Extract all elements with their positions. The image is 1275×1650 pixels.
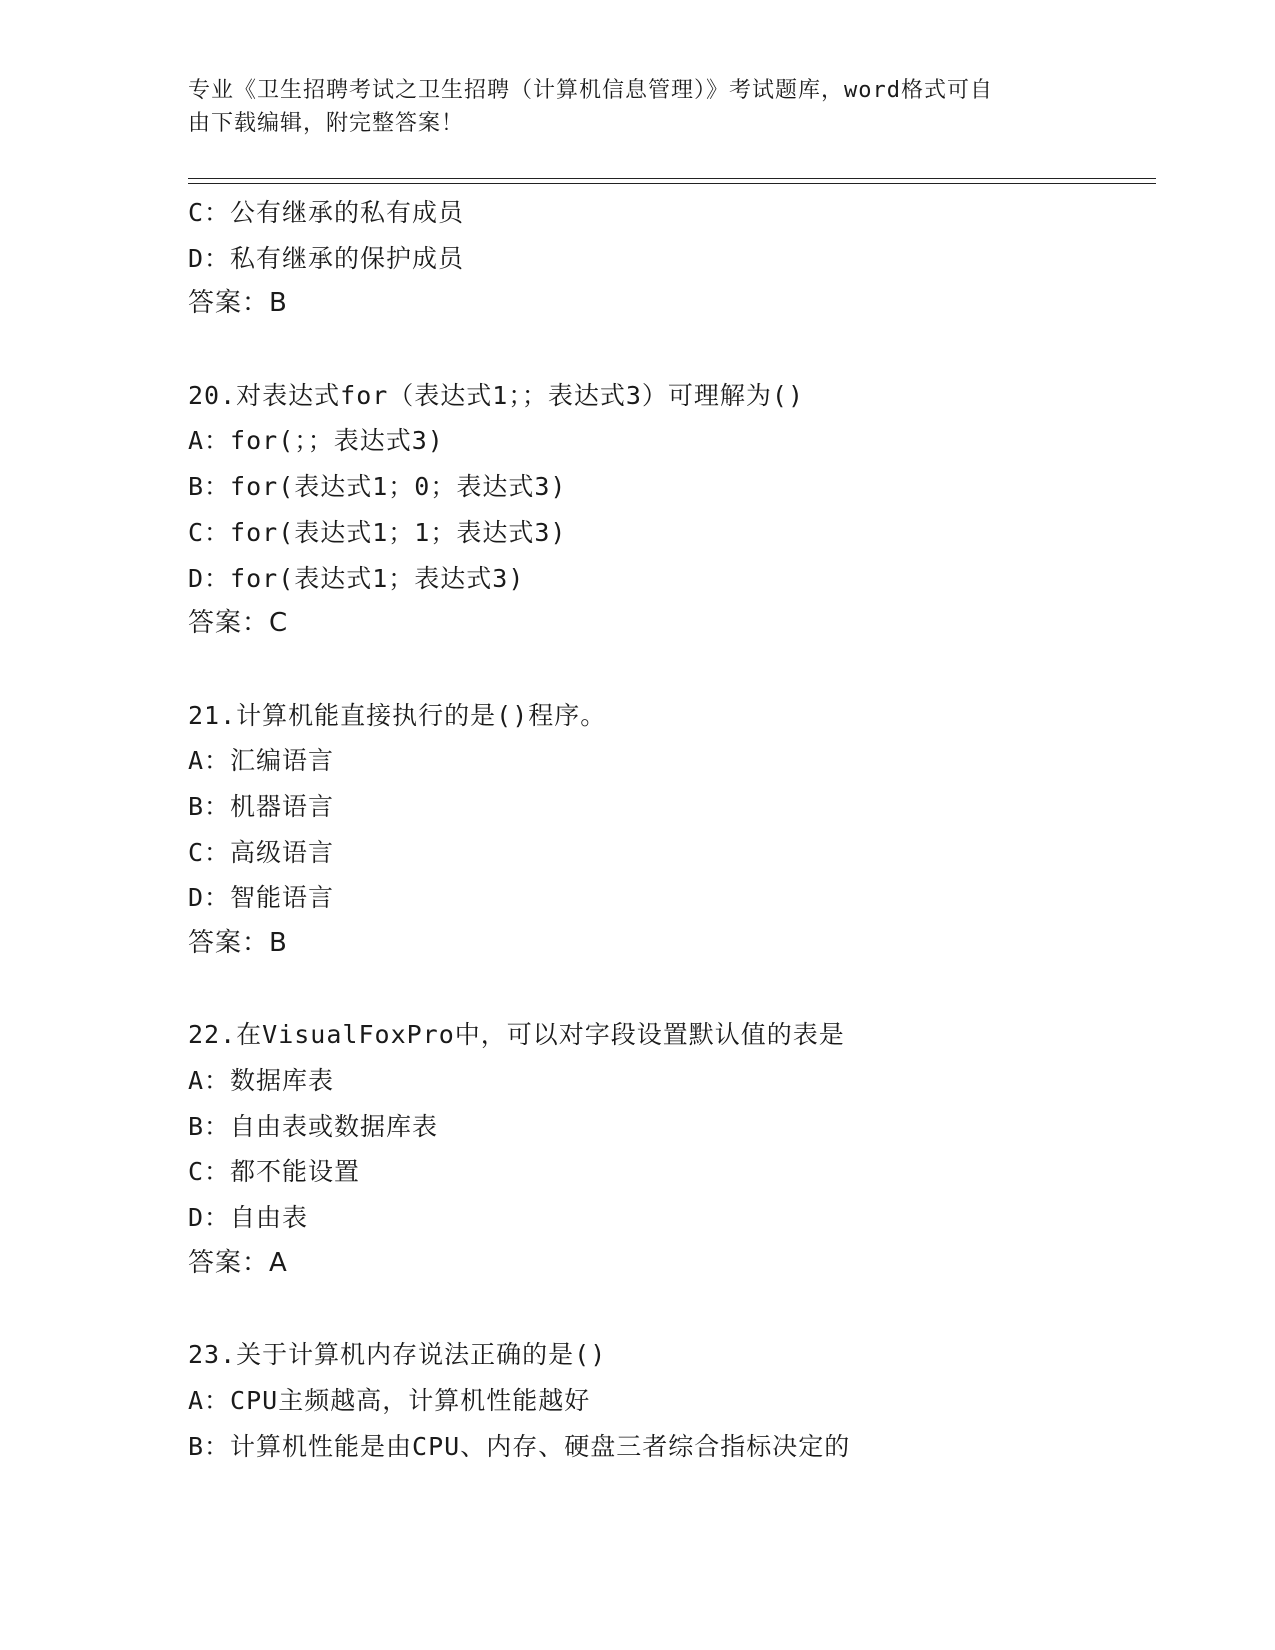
- option-line: A：汇编语言: [188, 746, 335, 776]
- option-line: A：for(；；表达式3): [188, 426, 444, 456]
- option-line: C：高级语言: [188, 837, 335, 867]
- question-stem: 22.在VisualFoxPro中，可以对字段设置默认值的表是: [188, 1020, 845, 1050]
- answer-line: 答案：A: [188, 1247, 288, 1278]
- option-line: D：for(表达式1；表达式3): [188, 563, 525, 593]
- option-line: C：都不能设置: [188, 1157, 361, 1187]
- answer-line: 答案：B: [188, 288, 288, 319]
- option-line: B：for(表达式1；0；表达式3): [188, 472, 567, 502]
- question-stem: 20.对表达式for（表达式1；；表达式3）可理解为(): [188, 380, 805, 410]
- answer-line: 答案：C: [188, 608, 289, 639]
- spacer: [188, 647, 1156, 693]
- spacer: [188, 327, 1156, 373]
- option-line: B：计算机性能是由CPU、内存、硬盘三者综合指标决定的: [188, 1431, 851, 1461]
- header-line-1: 专业《卫生招聘考试之卫生招聘（计算机信息管理）》考试题库，word格式可自: [188, 78, 993, 103]
- option-line: B：自由表或数据库表: [188, 1111, 439, 1141]
- option-line: D：自由表: [188, 1203, 309, 1233]
- question-stem: 23.关于计算机内存说法正确的是(): [188, 1340, 607, 1370]
- option-line: D：私有继承的保护成员: [188, 243, 465, 273]
- option-line: C：公有继承的私有成员: [188, 198, 465, 227]
- document-header: [188, 74, 1088, 140]
- question-stem: 21.计算机能直接执行的是()程序。: [188, 700, 607, 730]
- option-line: A：CPU主频越高，计算机性能越好: [188, 1385, 591, 1415]
- option-line: D：智能语言: [188, 883, 335, 913]
- spacer: [188, 967, 1156, 1013]
- option-line: C：for(表达式1；1；表达式3): [188, 517, 567, 547]
- spacer: [188, 1287, 1156, 1333]
- option-line: B：机器语言: [188, 791, 335, 821]
- header-divider-bottom: [188, 183, 1156, 184]
- header-divider-top: [188, 178, 1156, 179]
- answer-line: 答案：B: [188, 928, 288, 958]
- question-list: [188, 190, 1156, 1469]
- option-line: A：数据库表: [188, 1066, 335, 1096]
- header-line-2: 由下载编辑，附完整答案！: [188, 111, 465, 136]
